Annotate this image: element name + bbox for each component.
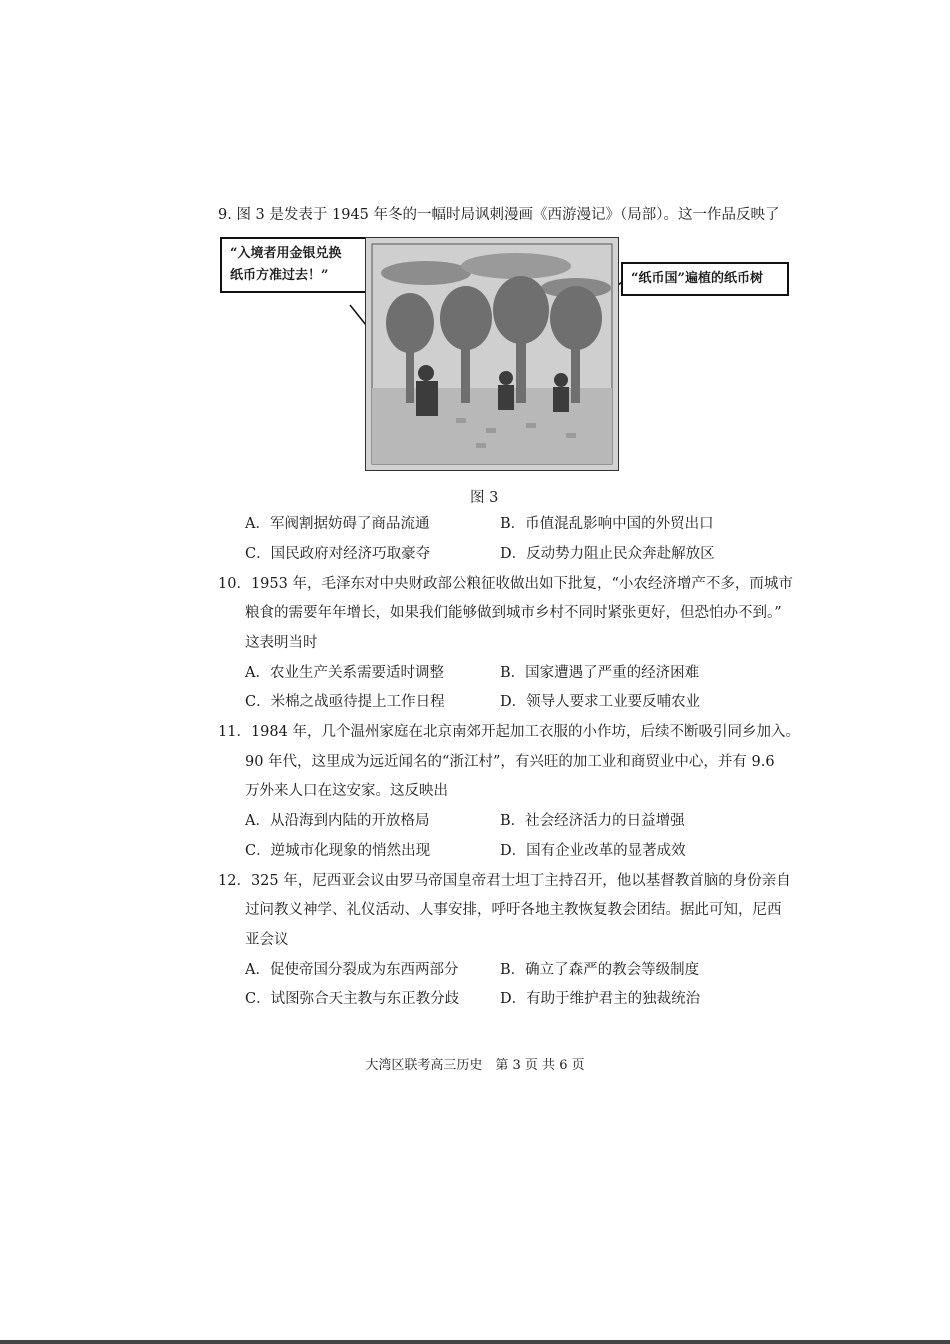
q10-option-d: D．领导人要求工业要反哺农业 — [500, 694, 701, 710]
q11-line1: 11．1984 年，几个温州家庭在北京南郊开起加工衣服的小作坊，后续不断吸引同乡加入。 — [218, 724, 800, 740]
q12-option-b: B．确立了森严的教会等级制度 — [500, 962, 700, 978]
q10-option-c: C．米棉之战亟待提上工作日程 — [245, 694, 445, 710]
q10-line3: 这表明当时 — [245, 635, 318, 651]
scan-bottom-edge — [0, 1340, 950, 1344]
q11-option-d: D．国有企业改革的显著成效 — [500, 843, 686, 859]
q12-option-d: D．有助于维护君主的独裁统治 — [500, 991, 701, 1007]
cartoon-figure — [365, 237, 619, 471]
q12-line1: 12．325 年，尼西亚会议由罗马帝国皇帝君士坦丁主持召开，他以基督教首脑的身份亲自 — [218, 873, 791, 889]
callout-left-line2: 纸币方准过去！” — [230, 268, 329, 283]
callout-right: “纸币国”遍植的纸币树 — [621, 262, 789, 296]
q10-option-a: A．农业生产关系需要适时调整 — [245, 665, 444, 681]
q9-option-c: C．国民政府对经济巧取豪夺 — [245, 546, 431, 562]
q11-option-c: C．逆城市化现象的悄然出现 — [245, 843, 431, 859]
q12-option-a: A．促使帝国分裂成为东西两部分 — [245, 962, 459, 978]
q11-option-b: B．社会经济活力的日益增强 — [500, 813, 685, 829]
q12-option-c: C．试图弥合天主教与东正教分歧 — [245, 991, 460, 1007]
q9-option-b: B．币值混乱影响中国的外贸出口 — [500, 516, 714, 532]
callout-left-line1: “入境者用金银兑换 — [230, 246, 342, 261]
callout-left — [220, 237, 370, 293]
q12-line3: 亚会议 — [245, 932, 289, 948]
cartoon-illustration — [366, 238, 618, 470]
figure-caption: 图 3 — [470, 490, 499, 506]
page-footer: 大湾区联考高三历史 第 3 页 共 6 页 — [365, 1058, 585, 1073]
q10-line2: 粮食的需要年年增长，如果我们能够做到城市乡村不同时紧张更好，但恐怕办不到。” — [245, 605, 782, 621]
q9-option-d: D．反动势力阻止民众奔赴解放区 — [500, 546, 715, 562]
q12-line2: 过问教义神学、礼仪活动、人事安排，呼吁各地主教恢复教会团结。据此可知，尼西 — [245, 902, 782, 918]
q11-option-a: A．从沿海到内陆的开放格局 — [245, 813, 430, 829]
q11-line2: 90 年代，这里成为远近闻名的“浙江村”，有兴旺的加工业和商贸业中心，并有 9.6 — [245, 754, 775, 770]
q9-stem: 9. 图 3 是发表于 1945 年冬的一幅时局讽刺漫画《西游漫记》（局部）。这一作品反映了 — [218, 207, 780, 223]
q10-option-b: B．国家遭遇了严重的经济困难 — [500, 665, 700, 681]
q11-line3: 万外来人口在这安家。这反映出 — [245, 783, 448, 799]
q9-option-a: A．军阀割据妨碍了商品流通 — [245, 516, 430, 532]
q10-line1: 10．1953 年，毛泽东对中央财政部公粮征收做出如下批复，“小农经济增产不多，而城市 — [218, 576, 793, 592]
